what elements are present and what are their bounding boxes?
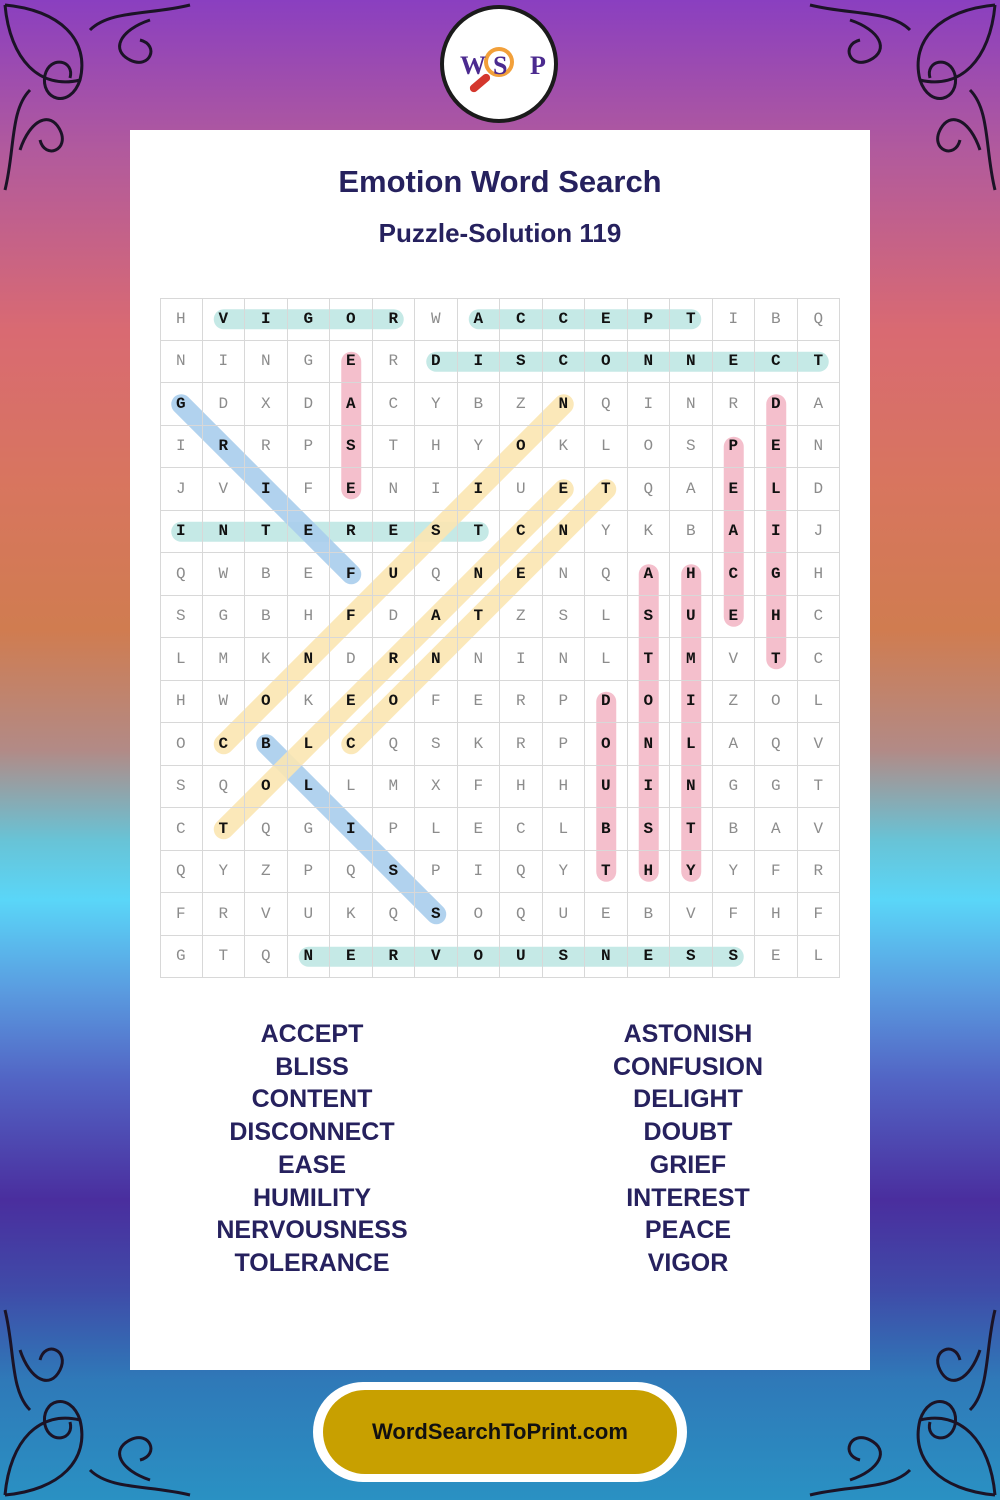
grid-cell[interactable]: R bbox=[373, 638, 416, 681]
grid-cell[interactable]: L bbox=[160, 638, 203, 681]
grid-cell[interactable]: Q bbox=[203, 766, 246, 809]
grid-cell[interactable]: I bbox=[713, 298, 756, 341]
grid-cell[interactable]: D bbox=[755, 383, 798, 426]
grid-cell[interactable]: R bbox=[500, 681, 543, 724]
grid-cell[interactable]: P bbox=[713, 426, 756, 469]
grid-cell[interactable]: N bbox=[415, 638, 458, 681]
word-list-item: BLISS bbox=[275, 1052, 349, 1081]
grid-cell[interactable]: L bbox=[288, 723, 331, 766]
grid-cell[interactable]: T bbox=[203, 808, 246, 851]
grid-cell[interactable]: D bbox=[203, 383, 246, 426]
grid-cell[interactable]: V bbox=[798, 723, 841, 766]
grid-cell[interactable]: V bbox=[798, 808, 841, 851]
grid-cell[interactable]: T bbox=[585, 851, 628, 894]
grid-cell[interactable]: C bbox=[203, 723, 246, 766]
grid-cell[interactable]: Y bbox=[670, 851, 713, 894]
grid-cell[interactable]: A bbox=[458, 298, 501, 341]
grid-cell[interactable]: D bbox=[288, 383, 331, 426]
grid-cell[interactable]: A bbox=[670, 468, 713, 511]
grid-cell[interactable]: R bbox=[373, 936, 416, 979]
grid-cell[interactable]: N bbox=[288, 936, 331, 979]
grid-cell[interactable]: A bbox=[798, 383, 841, 426]
grid-cell[interactable]: T bbox=[585, 468, 628, 511]
grid-cell[interactable]: F bbox=[755, 851, 798, 894]
grid-cell[interactable]: P bbox=[288, 851, 331, 894]
grid-cell[interactable]: E bbox=[330, 341, 373, 384]
grid-cell[interactable]: L bbox=[798, 936, 841, 979]
grid-cell[interactable]: E bbox=[458, 681, 501, 724]
grid-cell[interactable]: E bbox=[288, 553, 331, 596]
grid-cell[interactable]: Z bbox=[500, 596, 543, 639]
grid-cell[interactable]: G bbox=[160, 383, 203, 426]
word-list-item: CONFUSION bbox=[613, 1052, 763, 1081]
grid-cell[interactable]: A bbox=[330, 383, 373, 426]
grid-cell[interactable]: T bbox=[458, 596, 501, 639]
grid-cell[interactable]: C bbox=[543, 341, 586, 384]
grid-cell[interactable]: C bbox=[798, 596, 841, 639]
word-list-item: GRIEF bbox=[649, 1150, 727, 1179]
grid-cell[interactable]: Q bbox=[415, 553, 458, 596]
grid-cell[interactable]: N bbox=[288, 638, 331, 681]
grid-cell[interactable]: D bbox=[373, 596, 416, 639]
grid-cell[interactable]: T bbox=[245, 511, 288, 554]
grid-cell[interactable]: W bbox=[415, 298, 458, 341]
grid-cell[interactable]: B bbox=[670, 511, 713, 554]
grid-cell[interactable]: Q bbox=[585, 383, 628, 426]
grid-cell[interactable]: G bbox=[288, 341, 331, 384]
grid-cell[interactable]: V bbox=[245, 893, 288, 936]
word-list-item: HUMILITY bbox=[252, 1183, 372, 1212]
grid-cell[interactable]: F bbox=[713, 893, 756, 936]
grid-cell[interactable]: B bbox=[755, 298, 798, 341]
grid-cell[interactable]: B bbox=[585, 808, 628, 851]
grid-cell[interactable]: S bbox=[670, 426, 713, 469]
grid-cell[interactable]: M bbox=[203, 638, 246, 681]
grid-cell[interactable]: L bbox=[755, 468, 798, 511]
grid-cell[interactable]: W bbox=[203, 553, 246, 596]
grid-cell[interactable]: Q bbox=[628, 468, 671, 511]
grid-cell[interactable]: T bbox=[458, 511, 501, 554]
grid-cell[interactable]: H bbox=[628, 851, 671, 894]
grid-cell[interactable]: E bbox=[713, 468, 756, 511]
grid-cell[interactable]: B bbox=[713, 808, 756, 851]
grid-cell[interactable]: S bbox=[500, 341, 543, 384]
grid-cell[interactable]: G bbox=[755, 553, 798, 596]
grid-cell[interactable]: Y bbox=[203, 851, 246, 894]
grid-cell[interactable]: Q bbox=[160, 553, 203, 596]
grid-cell[interactable]: Y bbox=[585, 511, 628, 554]
grid-cell[interactable]: N bbox=[543, 553, 586, 596]
grid-cell[interactable]: E bbox=[330, 468, 373, 511]
grid-cell[interactable]: I bbox=[245, 298, 288, 341]
word-list-item: ASTONISH bbox=[623, 1020, 753, 1048]
grid-cell[interactable]: E bbox=[755, 936, 798, 979]
grid-cell[interactable]: N bbox=[458, 553, 501, 596]
grid-cell[interactable]: N bbox=[585, 936, 628, 979]
grid-cell[interactable]: U bbox=[373, 553, 416, 596]
grid-cell[interactable]: O bbox=[373, 681, 416, 724]
grid-cell[interactable]: N bbox=[628, 341, 671, 384]
grid-cell[interactable]: L bbox=[415, 808, 458, 851]
grid-cell[interactable]: Q bbox=[245, 808, 288, 851]
grid-cell[interactable]: S bbox=[543, 936, 586, 979]
grid-cell[interactable]: A bbox=[755, 808, 798, 851]
grid-cell[interactable]: R bbox=[330, 511, 373, 554]
grid-cell[interactable]: I bbox=[203, 341, 246, 384]
grid-cell[interactable]: B bbox=[458, 383, 501, 426]
grid-cell[interactable]: I bbox=[500, 638, 543, 681]
grid-cell[interactable]: O bbox=[330, 298, 373, 341]
word-list-item: EASE bbox=[277, 1150, 347, 1179]
grid-cell[interactable]: G bbox=[713, 766, 756, 809]
grid-cell[interactable]: R bbox=[713, 383, 756, 426]
grid-cell[interactable]: S bbox=[628, 596, 671, 639]
grid-cell[interactable]: T bbox=[203, 936, 246, 979]
grid-cell[interactable]: F bbox=[458, 766, 501, 809]
grid-cell[interactable]: K bbox=[330, 893, 373, 936]
grid-cell[interactable]: B bbox=[628, 893, 671, 936]
grid-cell[interactable]: V bbox=[713, 638, 756, 681]
grid-cell[interactable]: D bbox=[798, 468, 841, 511]
grid-cell[interactable]: U bbox=[585, 766, 628, 809]
grid-cell[interactable]: I bbox=[245, 468, 288, 511]
grid-cell[interactable]: S bbox=[543, 596, 586, 639]
grid-cell[interactable]: Q bbox=[373, 893, 416, 936]
grid-cell[interactable]: H bbox=[543, 766, 586, 809]
grid-cell[interactable]: E bbox=[713, 341, 756, 384]
grid-cell[interactable]: A bbox=[415, 596, 458, 639]
grid-cell[interactable]: N bbox=[203, 511, 246, 554]
grid-cell[interactable]: E bbox=[330, 936, 373, 979]
grid-cell[interactable]: O bbox=[628, 681, 671, 724]
logo-letter-w: W bbox=[460, 51, 486, 80]
grid-cell[interactable]: G bbox=[203, 596, 246, 639]
grid-cell[interactable]: D bbox=[330, 638, 373, 681]
grid-cell[interactable]: S bbox=[628, 808, 671, 851]
grid-cell[interactable]: E bbox=[755, 426, 798, 469]
grid-cell[interactable]: Q bbox=[245, 936, 288, 979]
grid-cell[interactable]: N bbox=[543, 511, 586, 554]
grid-cell[interactable]: A bbox=[713, 723, 756, 766]
grid-cell[interactable]: E bbox=[458, 808, 501, 851]
grid-cell[interactable]: Q bbox=[500, 893, 543, 936]
grid-cell[interactable]: Z bbox=[713, 681, 756, 724]
grid-cell[interactable]: D bbox=[415, 341, 458, 384]
grid-cell[interactable]: C bbox=[373, 383, 416, 426]
grid-cell[interactable]: N bbox=[670, 341, 713, 384]
grid-cell[interactable]: P bbox=[628, 298, 671, 341]
grid-cell[interactable]: Y bbox=[713, 851, 756, 894]
grid-cell[interactable]: Z bbox=[500, 383, 543, 426]
grid-cell[interactable]: R bbox=[373, 298, 416, 341]
grid-cell[interactable]: L bbox=[543, 808, 586, 851]
grid-cell[interactable]: U bbox=[288, 893, 331, 936]
grid-cell[interactable]: F bbox=[160, 893, 203, 936]
grid-cell[interactable]: O bbox=[500, 426, 543, 469]
word-list-item: PEACE bbox=[644, 1216, 732, 1245]
grid-cell[interactable]: N bbox=[798, 426, 841, 469]
grid-cell[interactable]: I bbox=[458, 851, 501, 894]
grid-cell[interactable]: H bbox=[160, 681, 203, 724]
word-list-item: INTEREST bbox=[626, 1183, 750, 1212]
grid-cell[interactable]: O bbox=[245, 681, 288, 724]
grid-cell[interactable]: V bbox=[415, 936, 458, 979]
grid-cell[interactable]: Q bbox=[160, 851, 203, 894]
grid-cell[interactable]: V bbox=[670, 893, 713, 936]
word-list-left bbox=[162, 1018, 462, 1280]
grid-cell[interactable]: T bbox=[670, 808, 713, 851]
grid-cell[interactable]: T bbox=[373, 426, 416, 469]
grid-cell[interactable]: T bbox=[755, 638, 798, 681]
grid-cell[interactable]: P bbox=[543, 681, 586, 724]
grid-cell[interactable]: E bbox=[585, 893, 628, 936]
grid-cell[interactable]: F bbox=[288, 468, 331, 511]
grid-cell[interactable]: N bbox=[628, 723, 671, 766]
grid-cell[interactable]: I bbox=[160, 511, 203, 554]
grid-cell[interactable]: N bbox=[245, 341, 288, 384]
grid-cell[interactable]: D bbox=[585, 681, 628, 724]
grid-cell[interactable]: E bbox=[500, 553, 543, 596]
grid-cell[interactable]: E bbox=[330, 681, 373, 724]
grid-cell[interactable]: I bbox=[670, 681, 713, 724]
grid-cell[interactable]: M bbox=[373, 766, 416, 809]
grid-cell[interactable]: I bbox=[415, 468, 458, 511]
grid-cell[interactable]: R bbox=[203, 426, 246, 469]
grid-cell[interactable]: C bbox=[330, 723, 373, 766]
grid-cell[interactable]: T bbox=[628, 638, 671, 681]
grid-cell[interactable]: O bbox=[585, 341, 628, 384]
grid-cell[interactable]: Q bbox=[330, 851, 373, 894]
grid-cell[interactable]: P bbox=[415, 851, 458, 894]
grid-cell[interactable]: G bbox=[288, 808, 331, 851]
grid-cell[interactable]: Y bbox=[415, 383, 458, 426]
grid-cell[interactable]: I bbox=[628, 383, 671, 426]
grid-cell[interactable]: K bbox=[628, 511, 671, 554]
site-link[interactable]: WordSearchToPrint.com bbox=[323, 1390, 677, 1474]
grid-cell[interactable]: E bbox=[585, 298, 628, 341]
grid-cell[interactable]: C bbox=[798, 638, 841, 681]
grid-cell[interactable]: X bbox=[245, 383, 288, 426]
word-list-item: CONTENT bbox=[251, 1085, 373, 1114]
grid-cell[interactable]: O bbox=[755, 681, 798, 724]
grid-cell[interactable]: V bbox=[203, 298, 246, 341]
grid-cell[interactable]: J bbox=[798, 511, 841, 554]
grid-cell[interactable]: N bbox=[670, 383, 713, 426]
grid-cell[interactable]: K bbox=[288, 681, 331, 724]
grid-cell[interactable]: Y bbox=[543, 851, 586, 894]
grid-cell[interactable]: R bbox=[798, 851, 841, 894]
grid-cell[interactable]: Q bbox=[798, 298, 841, 341]
grid-cell[interactable]: F bbox=[330, 596, 373, 639]
grid-cell[interactable]: W bbox=[203, 681, 246, 724]
grid-cell[interactable]: Y bbox=[458, 426, 501, 469]
grid-cell[interactable]: N bbox=[458, 638, 501, 681]
grid-cell[interactable]: U bbox=[500, 936, 543, 979]
grid-cell[interactable]: C bbox=[500, 808, 543, 851]
grid-cell[interactable]: G bbox=[288, 298, 331, 341]
word-list-item: DELIGHT bbox=[633, 1085, 743, 1114]
grid-cell[interactable]: P bbox=[373, 808, 416, 851]
grid-cell[interactable]: I bbox=[755, 511, 798, 554]
grid-cell[interactable]: O bbox=[628, 426, 671, 469]
grid-cell[interactable]: O bbox=[458, 936, 501, 979]
word-list-item: DOUBT bbox=[643, 1118, 733, 1147]
grid-cell[interactable]: T bbox=[798, 766, 841, 809]
grid-cell[interactable]: C bbox=[543, 298, 586, 341]
grid-cell[interactable]: K bbox=[543, 426, 586, 469]
grid-cell[interactable]: I bbox=[160, 426, 203, 469]
grid-cell[interactable]: C bbox=[500, 511, 543, 554]
grid-cell[interactable]: L bbox=[585, 426, 628, 469]
grid-cell[interactable]: X bbox=[415, 766, 458, 809]
grid-cell[interactable]: H bbox=[755, 596, 798, 639]
grid-cell[interactable]: O bbox=[585, 723, 628, 766]
grid-cell[interactable]: N bbox=[670, 766, 713, 809]
grid-cell[interactable]: C bbox=[160, 808, 203, 851]
grid-cell[interactable]: H bbox=[755, 893, 798, 936]
grid-cell[interactable]: R bbox=[203, 893, 246, 936]
grid-cell[interactable]: U bbox=[543, 893, 586, 936]
grid-cell[interactable]: O bbox=[245, 766, 288, 809]
grid-cell[interactable]: S bbox=[415, 511, 458, 554]
wsp-logo[interactable] bbox=[440, 5, 558, 123]
grid-cell[interactable]: E bbox=[373, 511, 416, 554]
grid-cell[interactable]: G bbox=[160, 936, 203, 979]
grid-cell[interactable]: O bbox=[458, 893, 501, 936]
logo-letter-p: P bbox=[530, 51, 546, 80]
grid-cell[interactable]: N bbox=[373, 468, 416, 511]
grid-cell[interactable]: L bbox=[330, 766, 373, 809]
grid-cell[interactable]: B bbox=[245, 596, 288, 639]
word-list-item: NERVOUSNESS bbox=[216, 1216, 408, 1245]
grid-cell[interactable]: T bbox=[670, 298, 713, 341]
grid-cell[interactable]: Q bbox=[373, 723, 416, 766]
word-list-item: TOLERANCE bbox=[234, 1248, 390, 1277]
grid-cell[interactable]: M bbox=[670, 638, 713, 681]
page-title: Emotion Word Search bbox=[338, 164, 662, 199]
grid-cell[interactable]: F bbox=[798, 893, 841, 936]
grid-cell[interactable]: I bbox=[458, 341, 501, 384]
grid-cell[interactable]: Q bbox=[755, 723, 798, 766]
grid-cell[interactable]: A bbox=[713, 511, 756, 554]
word-list-item: ACCEPT bbox=[260, 1020, 364, 1048]
grid-cell[interactable]: L bbox=[670, 723, 713, 766]
word-search-grid bbox=[160, 298, 840, 978]
word-list-item: DISCONNECT bbox=[229, 1118, 395, 1147]
grid-cell[interactable]: B bbox=[245, 553, 288, 596]
page-subtitle: Puzzle-Solution 119 bbox=[378, 218, 622, 248]
footer-badge bbox=[313, 1382, 687, 1482]
grid-cell[interactable]: H bbox=[288, 596, 331, 639]
grid-cell[interactable]: S bbox=[415, 723, 458, 766]
grid-cell[interactable]: I bbox=[628, 766, 671, 809]
grid-cell[interactable]: L bbox=[585, 638, 628, 681]
grid-cell[interactable]: R bbox=[245, 426, 288, 469]
grid-cell[interactable]: C bbox=[755, 341, 798, 384]
grid-cell[interactable]: S bbox=[415, 893, 458, 936]
grid-cell[interactable]: R bbox=[500, 723, 543, 766]
grid-cell[interactable]: L bbox=[585, 596, 628, 639]
grid-cell[interactable]: I bbox=[330, 808, 373, 851]
grid-cell[interactable]: S bbox=[160, 596, 203, 639]
grid-cell[interactable]: L bbox=[798, 681, 841, 724]
grid-cell[interactable]: A bbox=[628, 553, 671, 596]
grid-cell[interactable]: E bbox=[713, 596, 756, 639]
grid-cell[interactable]: H bbox=[500, 766, 543, 809]
logo-letter-s: S bbox=[493, 51, 508, 80]
grid-cell[interactable]: N bbox=[543, 638, 586, 681]
grid-cell[interactable]: S bbox=[713, 936, 756, 979]
grid-cell[interactable]: L bbox=[288, 766, 331, 809]
grid-cell[interactable]: O bbox=[160, 723, 203, 766]
word-list-item: VIGOR bbox=[647, 1248, 729, 1277]
word-list-right bbox=[538, 1018, 838, 1280]
grid-cell[interactable]: K bbox=[458, 723, 501, 766]
grid-cell[interactable]: N bbox=[543, 383, 586, 426]
grid-cell[interactable]: U bbox=[670, 596, 713, 639]
grid-cell[interactable]: E bbox=[288, 511, 331, 554]
grid-cell[interactable]: Z bbox=[245, 851, 288, 894]
grid-cell[interactable]: G bbox=[755, 766, 798, 809]
grid-cell[interactable]: I bbox=[458, 468, 501, 511]
grid-cell[interactable]: K bbox=[245, 638, 288, 681]
grid-cell[interactable]: P bbox=[288, 426, 331, 469]
grid-cell[interactable]: C bbox=[713, 553, 756, 596]
grid-cell[interactable]: J bbox=[160, 468, 203, 511]
grid-cell[interactable]: P bbox=[543, 723, 586, 766]
grid-cell[interactable]: H bbox=[415, 426, 458, 469]
grid-cell[interactable]: F bbox=[330, 553, 373, 596]
grid-cell[interactable]: F bbox=[415, 681, 458, 724]
grid-cell[interactable]: Q bbox=[500, 851, 543, 894]
grid-cell[interactable]: N bbox=[160, 341, 203, 384]
grid-cell[interactable]: S bbox=[330, 426, 373, 469]
grid-cell[interactable]: S bbox=[373, 851, 416, 894]
grid-cell[interactable]: R bbox=[373, 341, 416, 384]
grid-cell[interactable]: E bbox=[628, 936, 671, 979]
grid-cell[interactable]: S bbox=[160, 766, 203, 809]
grid-cell[interactable]: T bbox=[798, 341, 841, 384]
grid-cell[interactable]: C bbox=[500, 298, 543, 341]
grid-cell[interactable]: S bbox=[670, 936, 713, 979]
grid-cell[interactable]: V bbox=[203, 468, 246, 511]
grid-cell[interactable]: H bbox=[670, 553, 713, 596]
grid-cell[interactable]: E bbox=[543, 468, 586, 511]
grid-cell[interactable]: Q bbox=[585, 553, 628, 596]
grid-cell[interactable]: H bbox=[160, 298, 203, 341]
grid-cell[interactable]: U bbox=[500, 468, 543, 511]
grid-cell[interactable]: B bbox=[245, 723, 288, 766]
grid-cell[interactable]: H bbox=[798, 553, 841, 596]
